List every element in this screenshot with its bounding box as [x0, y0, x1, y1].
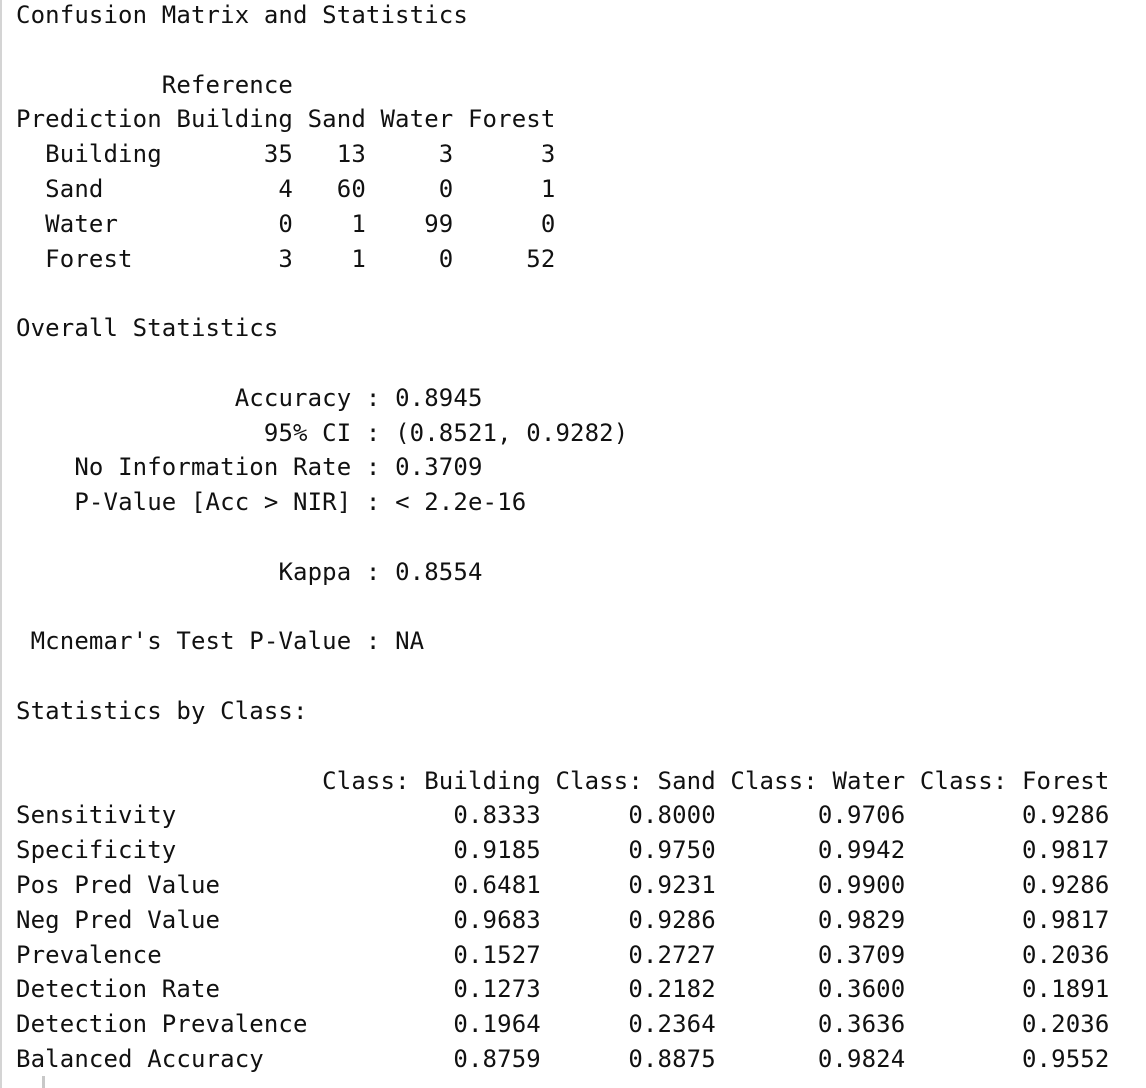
matrix-header-line: Prediction Building Sand Water Forest — [16, 105, 556, 134]
blank-line — [16, 729, 1109, 764]
ci-line — [16, 416, 1109, 451]
blank-line — [16, 346, 1109, 381]
kappa-value: Kappa : 0.8554 — [278, 557, 483, 586]
stat-row-detection-rate: Detection Rate 0.1273 0.2182 0.3600 0.1891 — [16, 975, 1110, 1004]
overall-heading: Overall Statistics — [16, 314, 279, 343]
kappa-line — [16, 555, 1109, 590]
blank-line — [16, 520, 1109, 555]
ci-value: 95% CI : (0.8521, 0.9282) — [263, 418, 629, 447]
console-output — [16, 0, 1109, 1077]
text-cursor[interactable] — [42, 1076, 45, 1088]
matrix-row-forest: Forest 3 1 0 52 — [16, 244, 556, 273]
reference-header: Reference — [161, 70, 294, 99]
class-header: Class: Building Class: Sand Class: Water Class: Forest — [322, 766, 1110, 795]
matrix-row-sand: Sand 4 60 0 1 — [16, 174, 556, 203]
blank-line — [16, 33, 1109, 68]
output-title: Confusion Matrix and Statistics — [16, 1, 468, 29]
matrix-row-building: Building 35 13 3 3 — [16, 140, 556, 169]
blank-line — [16, 659, 1109, 694]
mcnemar-value: Mcnemar's Test P-Value : NA — [30, 627, 425, 656]
nir-line — [16, 450, 1109, 485]
stat-row-detection-prevalence: Detection Prevalence 0.1964 0.2364 0.3636 0.2036 — [16, 1010, 1110, 1039]
pvalue-value: P-Value [Acc > NIR] : < 2.2e-16 — [74, 488, 527, 517]
mcnemar-line — [16, 624, 1109, 659]
stat-row-specificity: Specificity 0.9185 0.9750 0.9942 0.9817 — [16, 836, 1110, 865]
accuracy-line — [16, 381, 1109, 416]
accuracy-value: Accuracy : 0.8945 — [234, 383, 483, 412]
stat-row-neg-pred-value: Neg Pred Value 0.9683 0.9286 0.9829 0.9817 — [16, 905, 1110, 934]
stat-row-sensitivity: Sensitivity 0.8333 0.8000 0.9706 0.9286 — [16, 801, 1110, 830]
class-header-line — [16, 764, 1109, 799]
pvalue-line — [16, 485, 1109, 520]
stat-row-prevalence: Prevalence 0.1527 0.2727 0.3709 0.2036 — [16, 940, 1110, 969]
stat-row-pos-pred-value: Pos Pred Value 0.6481 0.9231 0.9900 0.9286 — [16, 870, 1110, 899]
blank-line — [16, 276, 1109, 311]
reference-header-line — [16, 68, 1109, 103]
blank-line — [16, 590, 1109, 625]
nir-value: No Information Rate : 0.3709 — [74, 453, 483, 482]
matrix-row-water: Water 0 1 99 0 — [16, 209, 556, 238]
by-class-heading: Statistics by Class: — [16, 696, 308, 725]
stat-row-balanced-accuracy: Balanced Accuracy 0.8759 0.8875 0.9824 0.9552 — [16, 1044, 1110, 1073]
